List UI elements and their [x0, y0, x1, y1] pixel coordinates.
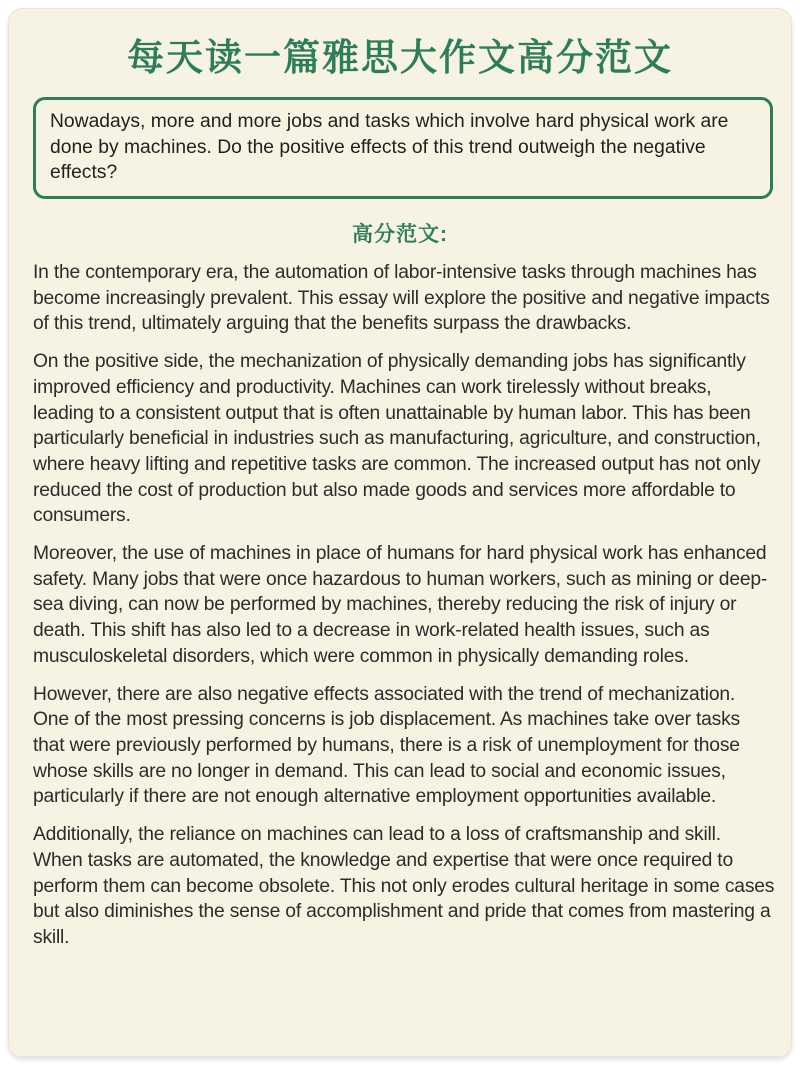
essay-prompt-box	[33, 97, 773, 199]
essay-paragraph: Moreover, the use of machines in place of humans for hard physical work has enhanced safety. Many jobs that were once hazardous to human workers, such as mining or deep-sea diving, can now be performed by machines, thereby reducing the risk of injury or death. This shift has also led to a decrease in work-related health issues, such as musculoskeletal disorders, which were common in physically demanding roles.	[33, 543, 768, 667]
essay-paragraph: In the contemporary era, the automation of labor-intensive tasks through machines has become increasingly prevalent. This essay will explore the positive and negative impacts of this trend, ultimately arguing that the benefits surpass the drawbacks.	[33, 262, 770, 335]
section-heading: 高分范文:	[352, 223, 448, 247]
essay-body	[33, 260, 775, 951]
essay-prompt-text: Nowadays, more and more jobs and tasks which involve hard physical work are done by machines. Do the positive effects of this trend outweigh the negative effects?	[50, 111, 729, 184]
page-title: 每天读一篇雅思大作文高分范文	[127, 37, 673, 78]
essay-paragraph: Additionally, the reliance on machines can lead to a loss of craftsmanship and skill. When tasks are automated, the knowledge and expertise that were once required to perform them can become obsolete. This not only erodes cultural heritage in some cases but also diminishes the sense of accomplishment and pride that comes from mastering a skill.	[33, 824, 775, 948]
content-card	[8, 8, 792, 1057]
essay-paragraph: On the positive side, the mechanization of physically demanding jobs has significantly improved efficiency and productivity. Machines can work tirelessly without breaks, leading to a consistent output that is often unattainable by human labor. This has been particularly beneficial in industries such as manufacturing, agriculture, and construction, where heavy lifting and repetitive tasks are common. The increased output has not only reduced the cost of production but also made goods and services more affordable to consumers.	[33, 351, 761, 527]
essay-paragraph: However, there are also negative effects associated with the trend of mechanization. One of the most pressing concerns is job displacement. As machines take over tasks that were previously performed by humans, there is a risk of unemployment for those whose skills are no longer in demand. This can lead to social and economic issues, particularly if there are not enough alternative employment opportunities available.	[33, 683, 740, 808]
